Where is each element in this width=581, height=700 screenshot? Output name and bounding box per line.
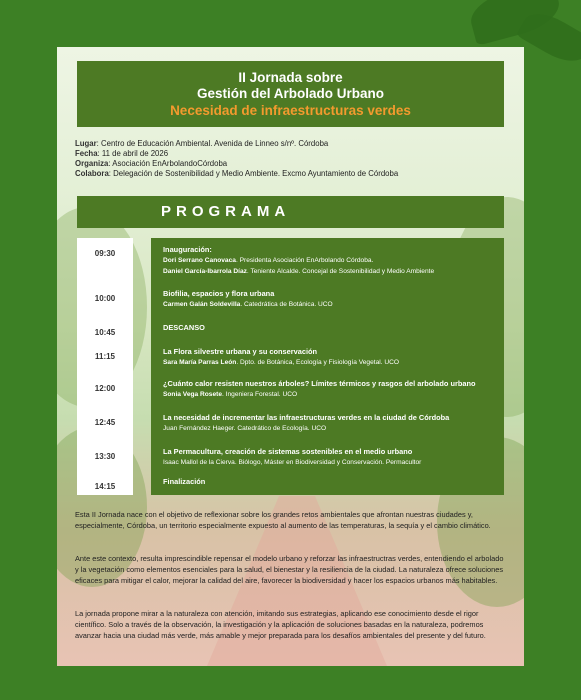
- poster: [57, 47, 524, 666]
- schedule-time: 13:30: [94, 452, 116, 461]
- schedule-item: Biofilia, espacios y flora urbana Carmen Galán Soldevilla. Catedrática de Botánica. UCO: [163, 289, 333, 308]
- closing-paragraph: La jornada propone mirar a la naturaleza con atención, imitando sus estrategias, aplicando ese conocimiento desde el rigor científico. Solo a través de la observación, la investigación y la aplicación de soluciones basadas en la naturaleza, podremos avanzar hacia una ciudad más verde, más amable y mejor preparada para los desafíos ambientales del presente y del futuro.: [75, 609, 486, 640]
- schedule-time: 10:45: [94, 328, 116, 337]
- event-info: [75, 139, 398, 179]
- schedule-item: Finalización: [163, 477, 206, 486]
- schedule-box: [151, 238, 504, 495]
- schedule-time: 11:15: [94, 352, 116, 361]
- info-organiza: Organiza: Asociación EnArbolandoCórdoba: [75, 159, 228, 168]
- info-fecha: Fecha: 11 de abril de 2026: [75, 149, 169, 158]
- schedule-time: 14:15: [94, 482, 116, 491]
- schedule-item: La necesidad de incrementar las infraestructuras verdes en la ciudad de Córdoba Juan Fernández Haeger. Catedrático de Ecología. UCO: [163, 413, 450, 432]
- schedule-time: 12:45: [94, 418, 116, 427]
- schedule-item: ¿Cuánto calor resisten nuestros árboles? Límites térmicos y rasgos del arbolado urbano Sonia Vega Rosete. Ingeniera Forestal. UCO: [163, 379, 476, 398]
- schedule-item: La Permacultura, creación de sistemas sostenibles en el medio urbano Isaac Mallol de la Cierva. Biólogo, Máster en Biodiversidad y Conservación. Permacultor: [163, 447, 422, 466]
- schedule-item: Inauguración: Dori Serrano Canovaca. Presidenta Asociación EnArbolando Córdoba. Daniel García-Ibarrola Díaz. Teniente Alcalde. Concejal de Sostenibilidad y Medio Ambiente: [163, 245, 435, 275]
- schedule-time: 09:30: [94, 249, 116, 258]
- title-line-2: Gestión del Arbolado Urbano: [196, 86, 384, 101]
- schedule-item: La Flora silvestre urbana y su conservación Sara María Parras León. Dpto. de Botánica, Ecología y Fisiología Vegetal. UCO: [163, 347, 400, 366]
- programa-banner: [77, 196, 504, 228]
- programa-heading: PROGRAMA: [161, 203, 291, 220]
- intro-paragraph: Esta II Jornada nace con el objetivo de reflexionar sobre los grandes retos ambientales que afrontan nuestras ciudades y, especialmente, Córdoba, un territorio especialmente expuesto al aumento de las temperaturas, la sequía y el cambio climático.: [75, 510, 491, 530]
- title-line-1: II Jornada sobre: [238, 70, 343, 85]
- subtitle: Necesidad de infraestructuras verdes: [170, 103, 411, 118]
- info-colabora: Colabora: Delegación de Sostenibilidad y Medio Ambiente. Excmo Ayuntamiento de Córdoba: [75, 169, 399, 178]
- info-lugar: Lugar: Centro de Educación Ambiental. Avenida de Linneo s/nº. Córdoba: [75, 139, 329, 148]
- schedule-item: DESCANSO: [163, 323, 205, 332]
- schedule-time: 10:00: [94, 294, 116, 303]
- title-box: [77, 61, 504, 127]
- schedule-time: 12:00: [94, 384, 116, 393]
- context-paragraph: Ante este contexto, resulta imprescindible repensar el modelo urbano y reforzar las infraestructras verdes, entendiendo el arbolado y la vegetación como elementos esenciales para la salud, el bienestar y la resiliencia de la ciudad. La naturaleza ofrece soluciones eficaces para mitigar el calor, mejorar la calidad del aire, favorecer la biodiversidad y hacer los espacios urbanos más habitables.: [75, 554, 504, 585]
- time-column: [77, 238, 133, 495]
